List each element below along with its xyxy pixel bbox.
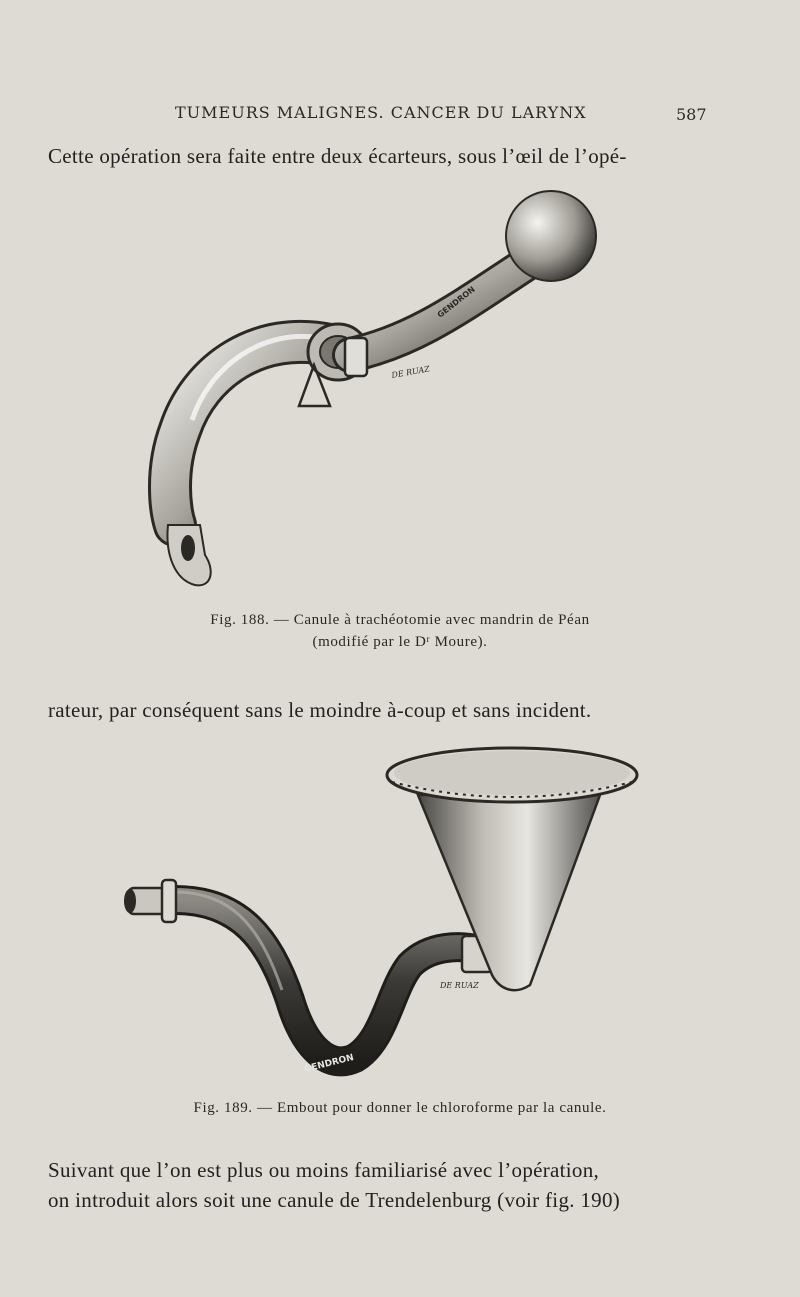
maker-engraving-189: GENDRON xyxy=(303,1052,355,1075)
figure-189-funnel-illustration xyxy=(0,740,800,1090)
figure-188-caption-line-1: Fig. 188. — Canule à trachéotomie avec mandrin de Péan xyxy=(210,612,590,628)
figure-188-cannula-illustration xyxy=(0,170,800,770)
engraver-signature-189: DE RUAZ xyxy=(440,981,479,990)
figure-189-caption: Fig. 189. — Embout pour donner le chloroforme par la canule. xyxy=(193,1100,607,1116)
body-text-line-1: Cette opération sera faite entre deux écarteurs, sous l’œil de l’opé- xyxy=(48,144,627,168)
body-text-line-3: Suivant que l’on est plus ou moins familiarisé avec l’opération, xyxy=(48,1158,600,1182)
body-text-line-4: on introduit alors soit une canule de Trendelenburg (voir fig. 190) xyxy=(48,1188,621,1212)
engraver-signature-188: DE RUAZ xyxy=(390,364,431,380)
running-title: TUMEURS MALIGNES. CANCER DU LARYNX xyxy=(175,103,587,122)
maker-engraving-188: GENDRON xyxy=(435,284,477,320)
figure-188-caption-line-2: (modifié par le Dʳ Moure). xyxy=(312,634,488,650)
page-number: 587 xyxy=(676,105,707,124)
body-text-line-2: rateur, par conséquent sans le moindre à-coup et sans incident. xyxy=(48,698,592,722)
